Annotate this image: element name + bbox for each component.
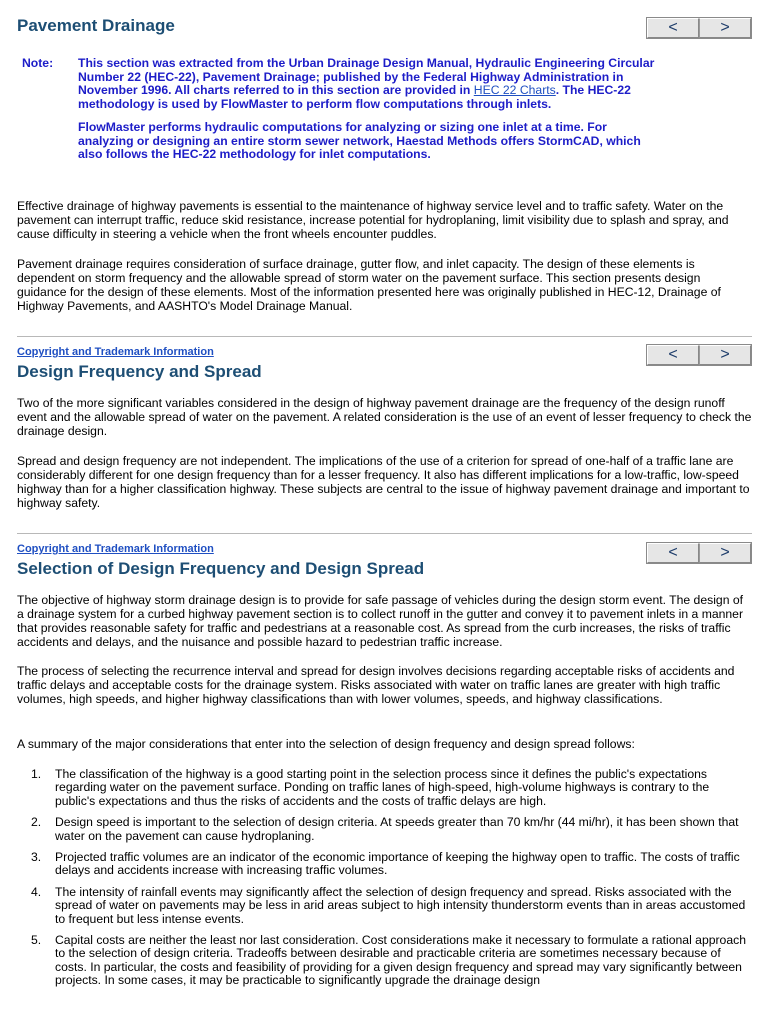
list-item-text: The intensity of rainfall events may significantly affect the selection of design frequency and spread. Risks associated with the spread of water on pavements may be less in arid areas subject to high intensity thunderstorm events than in areas accustomed to frequent but less intense events. (55, 884, 746, 926)
note-paragraph-2: FlowMaster performs hydraulic computations for analyzing or sizing one inlet at a time. For analyzing or designing an entire storm sewer network, Haestad Methods offers StormCAD, which also follows the HEC-22 methodology for inlet computations. (78, 120, 641, 161)
paragraph: A summary of the major considerations that enter into the selection of design frequency and design spread follows: (17, 737, 635, 751)
next-button[interactable]: > (699, 543, 751, 563)
list-number: 4. (31, 884, 42, 899)
divider (17, 336, 752, 337)
list-item (17, 768, 752, 808)
previous-button[interactable]: < (647, 543, 699, 563)
previous-button[interactable]: < (647, 345, 699, 365)
list-number: 1. (31, 767, 42, 781)
previous-button[interactable]: < (647, 18, 699, 38)
list-item (17, 934, 752, 988)
list-item-text: Projected traffic volumes are an indicator of the economic importance of keeping the highway open to traffic. The costs of traffic delays and accidents increase with increasing traffic volumes. (55, 850, 740, 878)
copyright-link[interactable]: Copyright and Trademark Information (17, 346, 214, 358)
copyright-link[interactable]: Copyright and Trademark Information (17, 543, 214, 555)
note-text-1b: . The HEC-22 methodology is used by FlowMaster to perform flow computations through inlets. (78, 83, 631, 111)
paragraph: Spread and design frequency are not independent. The implications of the use of a criterion for spread of one-half of a traffic lane are considerably different for one design frequency than for a lesser frequency. It also has different implications for a low-traffic, low-speed highway than for a higher classification highway. These subjects are central to the issue of highway pavement drainage and important to highway safety. (17, 454, 750, 510)
list-item-text: The classification of the highway is a good starting point in the selection process since it defines the public's expectations regarding water on the pavement surface. Ponding on traffic lanes of high-speed, high-volume highways is contrary to the public's expectations and thus the risks of accidents and the costs of traffic delays are high. (55, 767, 710, 808)
note-paragraph-1 (78, 57, 662, 111)
note-label: Note: (22, 56, 54, 70)
paragraph: The objective of highway storm drainage design is to provide for safe passage of vehicles during the design storm event. The design of a drainage system for a curbed highway pavement section is to collect runoff in the gutter and convey it to pavement inlets in a manner that provides reasonable safety for traffic and pedestrians at a reasonable cost. As spread from the curb increases, the risks of traffic accidents and delays, and the nuisance and possible hazard to pedestrian traffic increase. (17, 593, 744, 649)
list-item (17, 886, 752, 926)
paragraph: Effective drainage of highway pavements is essential to the maintenance of highway service level and to traffic safety. Water on the pavement can interrupt traffic, reduce skid resistance, increase potential for hydroplaning, limit visibility due to splash and spray, and cause difficulty in steering a vehicle when the front wheels encounter puddles. (17, 199, 729, 241)
section-nav (646, 344, 752, 366)
section-nav (646, 17, 752, 39)
paragraph: Pavement drainage requires consideration of surface drainage, gutter flow, and inlet capacity. The design of these elements is dependent on storm frequency and the allowable spread of storm water on the pavement surface. This section presents design guidance for the design of these elements. Most of the information presented here was originally published in HEC-12, Drainage of Highway Pavements, and AASHTO's Model Drainage Manual. (17, 257, 721, 313)
section-nav (646, 542, 752, 564)
next-button[interactable]: > (699, 18, 751, 38)
divider (17, 533, 752, 534)
next-button[interactable]: > (699, 345, 751, 365)
section-title-selection: Selection of Design Frequency and Design Spread (17, 559, 425, 578)
note-box (22, 57, 662, 172)
note-text-1a: This section was extracted from the Urban Drainage Design Manual, Hydraulic Engineering Circular Number 22 (HEC-22), Pavement Drainage; published by the Federal Highway Administration in November 1996. All charts referred to in this section are provided in (78, 56, 655, 97)
list-item (17, 851, 752, 878)
list-number: 2. (31, 815, 42, 830)
list-number: 3. (31, 850, 42, 865)
list-number: 5. (31, 933, 42, 948)
list-item (17, 816, 752, 843)
hec22-charts-link[interactable]: HEC 22 Charts (473, 83, 556, 97)
list-item-text: Capital costs are neither the least nor last consideration. Cost considerations make it necessary to formulate a rational approach to the selection of design criteria. Tradeoffs between desirable and practicable criteria are sometimes necessary because of costs. In particular, the costs and feasibility of providing for a given design frequency and spread may vary significantly between projects. In some cases, it may be practicable to significantly upgrade the drainage design (55, 933, 746, 988)
paragraph: The process of selecting the recurrence interval and spread for design involves decisions regarding acceptable risks of accidents and traffic delays and acceptable costs for the drainage system. Risks associated with water on traffic lanes are greater with high traffic volumes, high speeds, and higher highway classifications than with lower volumes, speeds, and highway classifications. (17, 664, 735, 706)
section-title-design-frequency: Design Frequency and Spread (17, 362, 262, 381)
page-title: Pavement Drainage (17, 16, 175, 35)
list-item-text: Design speed is important to the selection of design criteria. At speeds greater than 70 km/hr (44 mi/hr), it has been shown that water on the pavement can cause hydroplaning. (55, 815, 739, 843)
paragraph: Two of the more significant variables considered in the design of highway pavement drainage are the frequency of the design runoff event and the allowable spread of water on the pavement. A related consideration is the use of an event of lesser frequency to check the drainage design. (17, 396, 752, 438)
considerations-list (17, 768, 752, 996)
